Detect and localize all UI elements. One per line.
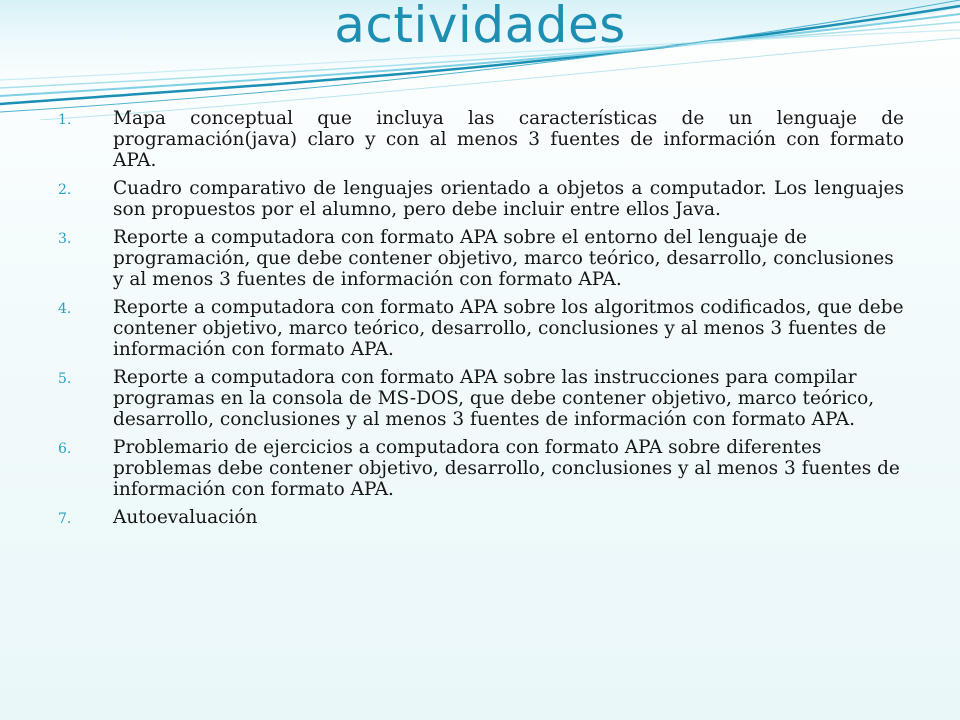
item-number: 1.: [58, 112, 72, 128]
item-text: Autoevaluación: [113, 507, 258, 528]
item-number: 5.: [58, 371, 72, 387]
item-number: 3.: [58, 231, 72, 247]
list-item: [58, 367, 904, 430]
activities-list: [58, 108, 904, 535]
item-text: Reporte a computadora con formato APA sobre los algoritmos codificados, que debe contener objetivo, marco teórico, desarrollo, conclusiones y al menos 3 fuentes de información con formato APA.: [113, 297, 904, 360]
item-text: Mapa conceptual que incluya las características de un lenguaje de programación(java) claro y con al menos 3 fuentes de información con formato APA.: [113, 108, 904, 171]
item-number: 7.: [58, 511, 72, 527]
item-text: Reporte a computadora con formato APA sobre el entorno del lenguaje de programación, que debe contener objetivo, marco teórico, desarrollo, conclusiones y al menos 3 fuentes de información con formato APA.: [113, 227, 894, 290]
list-item: [58, 178, 904, 220]
item-text: Reporte a computadora con formato APA sobre las instrucciones para compilar programas en la consola de MS-DOS, que debe contener objetivo, marco teórico, desarrollo, conclusiones y al menos 3 fuentes de información con formato APA.: [113, 367, 875, 430]
list-item: [58, 437, 904, 500]
list-item: [58, 297, 904, 360]
list-item: [58, 507, 904, 528]
item-number: 6.: [58, 441, 72, 457]
item-number: 2.: [58, 182, 72, 198]
slide-title: actividades: [334, 0, 626, 54]
item-text: Cuadro comparativo de lenguajes orientado a objetos a computador. Los lenguajes son propuestos por el alumno, pero debe incluir entre ellos Java.: [113, 178, 904, 220]
item-text: Problemario de ejercicios a computadora con formato APA sobre diferentes problemas debe contener objetivo, desarrollo, conclusiones y al menos 3 fuentes de información con formato APA.: [113, 437, 900, 500]
list-item: [58, 227, 904, 290]
list-item: [58, 108, 904, 171]
item-number: 4.: [58, 301, 72, 317]
